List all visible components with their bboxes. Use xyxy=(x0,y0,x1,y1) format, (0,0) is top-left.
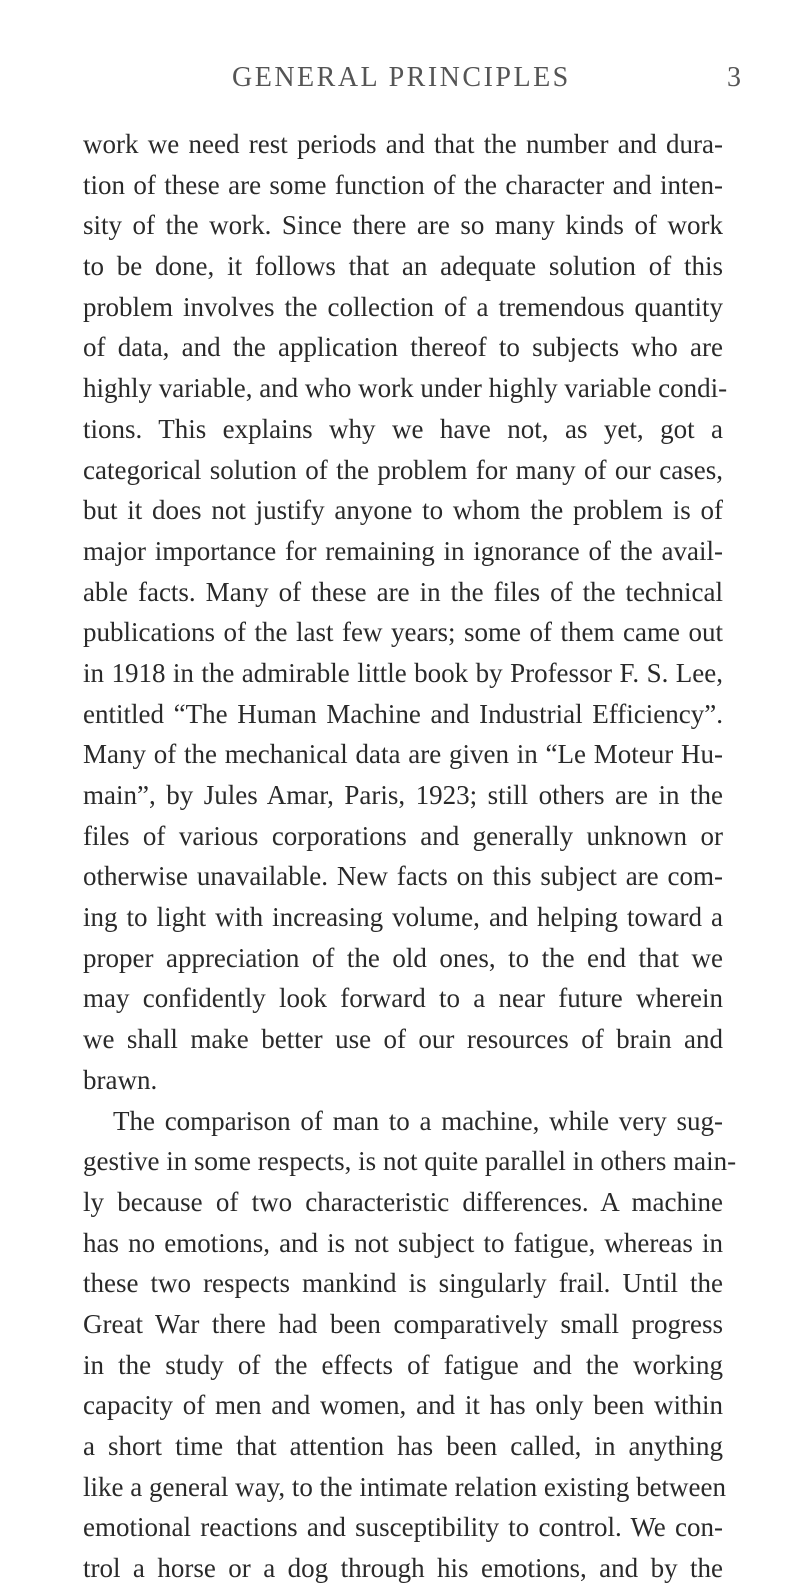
text-line: highly variable, and who work under highly variable condi- xyxy=(83,373,728,404)
text-line: Great War there had been comparatively small progress xyxy=(83,1308,723,1339)
running-head xyxy=(0,62,801,102)
text-line: main”, by Jules Amar, Paris, 1923; still others are in the xyxy=(83,780,723,810)
text-line: files of various corporations and generally unknown or xyxy=(83,820,723,851)
text-line: entitled “The Human Machine and Industrial Efficiency”. xyxy=(83,698,723,729)
text-line: tion of these are some function of the character and inten- xyxy=(83,169,723,200)
header-title: GENERAL PRINCIPLES xyxy=(232,62,571,93)
text-line: categorical solution of the problem for many of our cases, xyxy=(83,454,723,485)
text-line: ing to light with increasing volume, and helping toward a xyxy=(83,902,723,933)
text-line: proper appreciation of the old ones, to the end that we xyxy=(83,942,723,973)
text-line: a short time that attention has been called, in anything xyxy=(83,1431,723,1461)
text-line: able facts. Many of these are in the files of the technical xyxy=(83,576,723,607)
text-line: publications of the last few years; some of them came out xyxy=(83,617,723,648)
text-line: sity of the work. Since there are so many kinds of work xyxy=(83,210,723,241)
text-line: ly because of two characteristic differences. A machine xyxy=(83,1186,723,1217)
text-line: these two respects mankind is singularly frail. Until the xyxy=(83,1268,723,1299)
text-line: like a general way, to the intimate relation existing between xyxy=(83,1471,727,1502)
text-line: to be done, it follows that an adequate solution of this xyxy=(83,251,723,282)
text-line: tions. This explains why we have not, as yet, got a xyxy=(83,413,723,444)
text-line: of data, and the application thereof to subjects who are xyxy=(83,332,723,363)
text-line: The comparison of man to a machine, while very sug- xyxy=(113,1105,723,1136)
text-line: major importance for remaining in ignorance of the avail- xyxy=(83,535,723,566)
page-number: 3 xyxy=(727,62,741,93)
text-line: but it does not justify anyone to whom the problem is of xyxy=(83,495,723,526)
text-line: emotional reactions and susceptibility to control. We con- xyxy=(83,1512,723,1543)
text-line: in 1918 in the admirable little book by Professor F. S. Lee, xyxy=(83,657,723,688)
text-line: work we need rest periods and that the number and dura- xyxy=(83,129,723,159)
text-line: we shall make better use of our resources of brain and xyxy=(83,1024,723,1055)
text-line: capacity of men and women, and it has only been within xyxy=(83,1390,723,1421)
text-line: trol a horse or a dog through his emotions, and by the xyxy=(83,1553,723,1584)
text-line: in the study of the effects of fatigue and the working xyxy=(83,1349,723,1380)
text-line: otherwise unavailable. New facts on this subject are com- xyxy=(83,861,723,892)
text-line: problem involves the collection of a tremendous quantity xyxy=(83,291,723,322)
text-line: brawn. xyxy=(83,1064,158,1095)
text-line: gestive in some respects, is not quite parallel in others main- xyxy=(83,1146,737,1177)
text-line: has no emotions, and is not subject to fatigue, whereas in xyxy=(83,1227,723,1258)
body-text xyxy=(83,124,737,1589)
text-line: Many of the mechanical data are given in “Le Moteur Hu- xyxy=(83,739,723,770)
text-line: may confidently look forward to a near future wherein xyxy=(83,983,723,1014)
